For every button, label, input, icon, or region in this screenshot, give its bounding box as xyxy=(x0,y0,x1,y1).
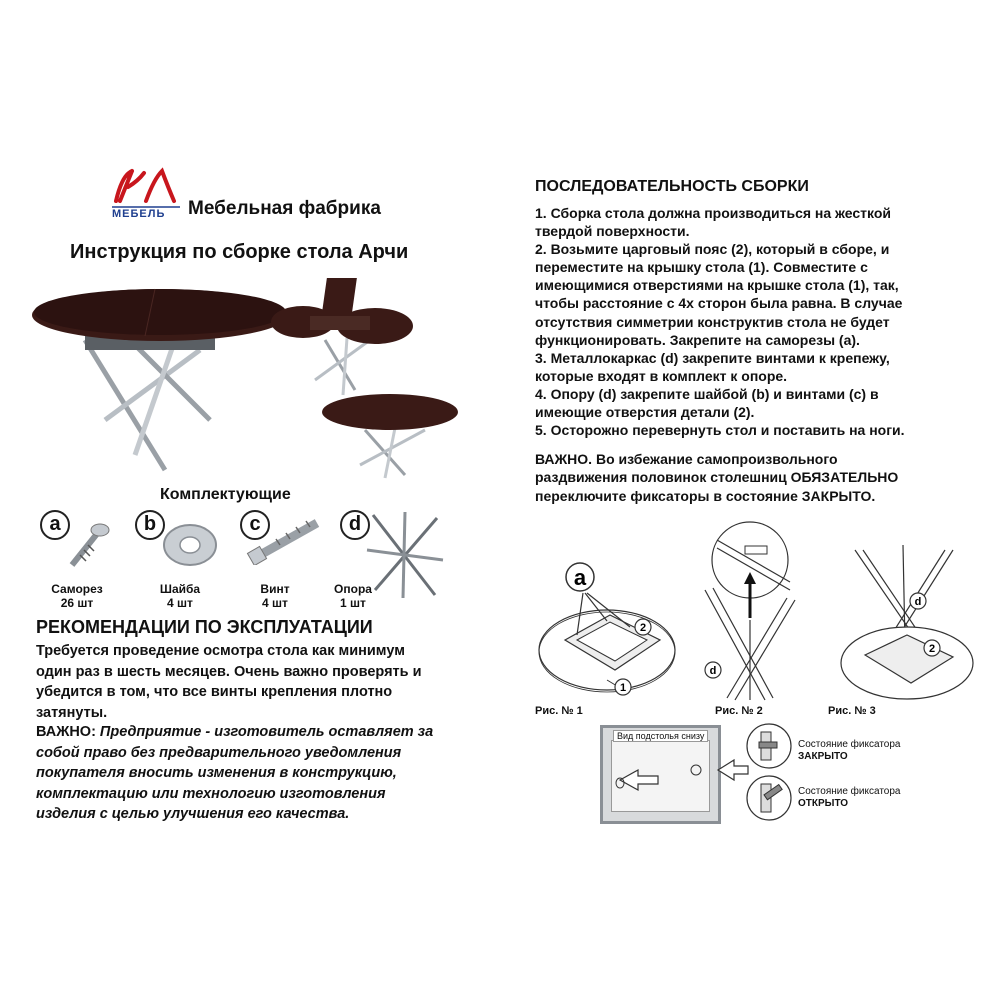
step-line: имеющие отверстия детали (2). xyxy=(535,404,755,421)
reco-line: убедится в том, что все винты крепления плотно xyxy=(36,684,393,700)
part-name-b: Шайба xyxy=(159,582,201,596)
figure-3-diagram xyxy=(835,545,975,705)
part-qty-c: 4 шт xyxy=(262,596,288,610)
part-letter-d: d xyxy=(340,510,370,540)
part-name-a: Саморез xyxy=(51,582,103,596)
warning-emphasis: ЗАКРЫТО. xyxy=(801,487,876,504)
warning-text: раздвижения половинок столешниц xyxy=(535,469,791,486)
part-letter-a: a xyxy=(40,510,70,540)
warning-text: Во избежание самопроизвольного xyxy=(592,451,838,467)
product-photos xyxy=(25,270,475,480)
fig3-label-d: d xyxy=(914,596,922,608)
important-line: комплектацию или технологию изготовления xyxy=(36,785,386,802)
step-line: 4. Опору (d) закрепите шайбой (b) и винтами (c) в xyxy=(535,385,879,402)
part-name-c: Винт xyxy=(260,582,290,596)
step-line: 3. Металлокаркас (d) закрепите винтами к крепежу, xyxy=(535,349,890,366)
figure-3-caption: Рис. № 3 xyxy=(828,705,876,717)
step-line: 2. Возьмите царговый пояс (2), который в сборе, и xyxy=(535,241,890,258)
arrow-right-icon xyxy=(718,760,748,780)
arrow-left-icon xyxy=(620,770,658,790)
latch-warning xyxy=(535,450,975,505)
important-note xyxy=(36,722,481,825)
important-text: Предприятие - изготовитель оставляет за xyxy=(95,724,434,740)
step-line: 5. Осторожно перевернуть стол и поставить на ноги. xyxy=(535,422,905,439)
latch-open-text: Состояние фиксатора xyxy=(798,786,901,797)
part-qty-d: 1 шт xyxy=(340,596,366,610)
table-photo-extended xyxy=(271,278,413,395)
latch-diagrams xyxy=(745,722,795,822)
latch-closed-text: Состояние фиксатора xyxy=(798,739,901,750)
figure-1-caption: Рис. № 1 xyxy=(535,705,583,717)
screw-icon xyxy=(60,520,110,575)
important-line: покупателя вносить изменения в конструкцию, xyxy=(36,765,397,781)
parts-heading: Комплектующие xyxy=(160,486,291,503)
figure-1-diagram xyxy=(535,555,685,700)
recommendations-text xyxy=(36,641,476,723)
important-line: изделия с целью улучшения его качества. xyxy=(36,806,350,822)
figure-2-diagram xyxy=(695,520,805,705)
table-photo-main xyxy=(32,289,288,470)
step-line: функционировать. Закрепите на саморезы (a). xyxy=(535,331,860,348)
step-line: отсутствия симметрии конструктив стола не будет xyxy=(535,313,890,330)
latch-open-state: ОТКРЫТО xyxy=(798,798,849,809)
latch-open-label xyxy=(798,786,900,810)
step-line: которые входят в комплект к опоре. xyxy=(535,367,788,384)
assembly-steps xyxy=(535,204,965,439)
fig1-label-2: 2 xyxy=(639,622,647,634)
table-photo-folded xyxy=(322,394,458,478)
step-line: чтобы расстояние с 4х сторон была равна. В случае xyxy=(535,295,903,312)
step-line: твердой поверхности. xyxy=(535,223,690,240)
step-line: 1. Сборка стола должна производиться на жесткой xyxy=(535,205,892,221)
reco-line: один раз в шесть месяцев. Очень важно проверять и xyxy=(36,663,422,680)
fig1-label-a: a xyxy=(573,565,587,590)
important-label: ВАЖНО: xyxy=(36,724,96,740)
factory-name: Мебельная фабрика xyxy=(188,198,381,219)
underside-label: Вид подстолья снизу xyxy=(613,730,708,742)
brand-logo xyxy=(110,165,182,225)
reco-line: затянуты. xyxy=(36,704,108,721)
warning-emphasis: ОБЯЗАТЕЛЬНО xyxy=(790,469,899,486)
figure-2-caption: Рис. № 2 xyxy=(715,705,763,717)
fig2-label-d: d xyxy=(709,665,717,677)
step-line: имеющимися отверстиями на крышке стола (1), так, xyxy=(535,277,899,294)
part-qty-b: 4 шт xyxy=(167,596,193,610)
part-qty-a: 26 шт xyxy=(60,596,94,610)
important-line: собой право без предварительного уведомления xyxy=(36,744,402,761)
step-line: переместите на крышку стола (1). Совместите с xyxy=(535,259,868,276)
part-letter-c: c xyxy=(240,510,270,540)
latch-closed-label xyxy=(798,739,900,763)
logo-wordmark: МЕБЕЛЬ xyxy=(112,208,166,220)
latch-closed-state: ЗАКРЫТО xyxy=(798,751,848,762)
fig1-label-1: 1 xyxy=(619,682,627,694)
part-name-d: Опора xyxy=(334,582,372,596)
part-letter-b: b xyxy=(135,510,165,540)
fig3-label-2: 2 xyxy=(928,643,936,655)
bolt-icon xyxy=(245,515,325,565)
page-title: Инструкция по сборке стола Арчи xyxy=(70,241,409,263)
warning-label: ВАЖНО. xyxy=(535,451,593,467)
recommendations-heading: РЕКОМЕНДАЦИИ ПО ЭКСПЛУАТАЦИИ xyxy=(36,617,373,637)
washer-icon xyxy=(160,520,220,570)
reco-line: Требуется проведение осмотра стола как минимум xyxy=(36,643,405,659)
assembly-heading: ПОСЛЕДОВАТЕЛЬНОСТЬ СБОРКИ xyxy=(535,178,809,195)
warning-text: переключите фиксаторы в состояние xyxy=(535,487,802,504)
